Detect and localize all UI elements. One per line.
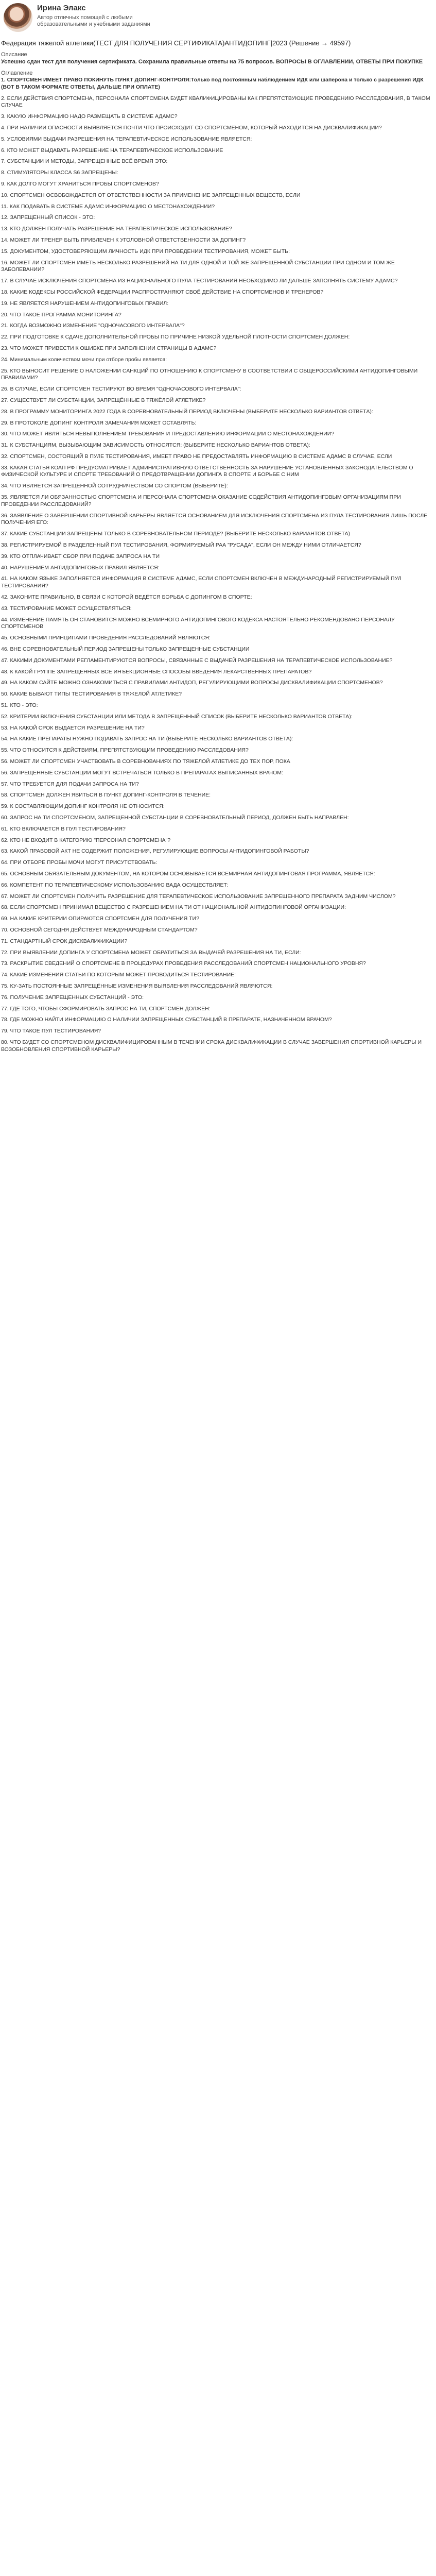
qa-item: 40. НАРУШЕНИЕМ АНТИДОПИНГОВЫХ ПРАВИЛ ЯВЛЯЕТСЯ: xyxy=(1,564,160,571)
qa-item: 28. В ПРОГРАММУ МОНИТОРИНГА 2022 ГОДА В СОРЕВНОВАТЕЛЬНЫЙ ПЕРИОД ВКЛЮЧЕНЫ (ВЫБЕРИТЕ НЕСКОЛЬКО ВАРИАНТОВ ОТВЕТА): xyxy=(1,408,373,415)
qa-item: 56. МОЖЕТ ЛИ СПОРТСМЕН УЧАСТВОВАТЬ В СОРЕВНОВАНИЯХ ПО ТЯЖЕЛОЙ АТЛЕТИКЕ ДО ТЕХ ПОР, ПОКА xyxy=(1,758,290,765)
qa-item: 63. КАКОЙ ПРАВОВОЙ АКТ НЕ СОДЕРЖИТ ПОЛОЖЕНИЯ, РЕГУЛИРУЮЩИЕ ВОПРОСЫ АНТИДОПИНГОВОЙ РАБОТЫ? xyxy=(1,848,309,855)
qa-item: 44. ИЗМЕНЕНИЕ ПАМЯТЬ ОН СТАНОВИТСЯ МОЖНО ВСЕМИРНОГО АНТИДОПИНГОВОГО КОДЕКСА НАСТОЯТЕЛЬНО РЕКОМЕНДОВАНО ПЕРСОНАЛУ СПОРТСМЕНОВ xyxy=(1,616,395,630)
qa-item: 68. ЕСЛИ СПОРТСМЕН ПРИНИМАЛ ВЕЩЕСТВО С РАЗРЕШЕНИЕМ НА ТИ ОТ НАЦИОНАЛЬНОЙ АНТИДОПИНГОВОЙ ОРГАНИЗАЦИИ: xyxy=(1,904,346,911)
qa-item: 66. КОМПЕТЕНТ ПО ТЕРАПЕВТИЧЕСКОМУ ИСПОЛЬЗОВАНИЮ ВАДА ОСУЩЕСТВЛЯЕТ: xyxy=(1,882,229,888)
qa-item: 15. ДОКУМЕНТОМ, УДОСТОВЕРЯЮЩИМ ЛИЧНОСТЬ ИДК ПРИ ПРОВЕДЕНИИ ТЕСТИРОВАНИЯ, МОЖЕТ БЫТЬ: xyxy=(1,248,290,255)
document-title: Федерация тяжелой атлетики(ТЕСТ ДЛЯ ПОЛУЧЕНИЯ СЕРТИФИКАТА)АНТИДОПИНГ|2023 (Решение → 49597) xyxy=(1,39,351,47)
qa-item: 25. КТО ВЫНОСИТ РЕШЕНИЕ О НАЛОЖЕНИИ САНКЦИЙ ПО ОТНОШЕНИЮ К СПОРТСМЕНУ В СООТВЕТСТВИИ С ОБЩЕРОССИЙСКИМИ АНТИДОПИНГОВЫМИ ПРАВИЛАМИ? xyxy=(1,367,418,381)
qa-item: 60. ЗАПРОС НА ТИ СПОРТСМЕНОМ, ЗАПРЕЩЕННОЙ СУБСТАНЦИИ В СОРЕВНОВАТЕЛЬНЫЙ ПЕРИОД, ДОЛЖЕН БЫТЬ НАПРАВЛЕН: xyxy=(1,814,349,821)
qa-item: 53. НА КАКОЙ СРОК ВЫДАЕТСЯ РАЗРЕШЕНИЕ НА ТИ? xyxy=(1,724,145,731)
qa-item: 71. СТАНДАРТНЫЙ СРОК ДИСКВАЛИФИКАЦИИ? xyxy=(1,938,128,944)
qa-item: 10. СПОРТСМЕН ОСВОБОЖДАЕТСЯ ОТ ОТВЕТСТВЕННОСТИ ЗА ПРИМЕНЕНИЕ ЗАПРЕЩЕННЫХ ВЕЩЕСТВ, ЕСЛИ xyxy=(1,192,301,198)
document-content xyxy=(0,39,436,1054)
qa-item: 37. КАКИЕ СУБСТАНЦИИ ЗАПРЕЩЕНЫ ТОЛЬКО В СОРЕВНОВАТЕЛЬНОМ ПЕРИОДЕ? (ВЫБЕРИТЕ НЕСКОЛЬКО ВАРИАНТОВ ОТВЕТА) xyxy=(1,531,351,537)
qa-item: 16. МОЖЕТ ЛИ СПОРТСМЕН ИМЕТЬ НЕСКОЛЬКО РАЗРЕШЕНИЙ НА ТИ ДЛЯ ОДНОЙ И ТОЙ ЖЕ ЗАПРЕЩЕННОЙ СУБСТАНЦИИ ПРИ ОДНОМ И ТОМ ЖЕ ЗАБОЛЕВАНИИ? xyxy=(1,259,395,273)
avatar[interactable] xyxy=(4,3,32,32)
qa-item: 65. ОСНОВНЫМ ОБЯЗАТЕЛЬНЫМ ДОКУМЕНТОМ, НА КОТОРОМ ОСНОВЫВАЕТСЯ ВСЕМИРНАЯ АНТИДОПИНГОВАЯ ПРОГРАММА, ЯВЛЯЕТСЯ: xyxy=(1,870,375,877)
qa-item: 39. КТО ОТПЛАЧИВАЕТ СБОР ПРИ ПОДАЧЕ ЗАПРОСА НА ТИ xyxy=(1,553,160,560)
author-bio: Автор отличных помощей с любыми образовательными и учебными заданиями xyxy=(37,14,150,27)
qa-item: 48. К КАКОЙ ГРУППЕ ЗАПРЕЩЕННЫХ ВСЕ ИНЪЕКЦИОННЫЕ СПОСОБЫ ВВЕДЕНИЯ ЛЕКАРСТВЕННЫХ ПРЕПАРАТОВ? xyxy=(1,668,312,675)
qa-item: 80. ЧТО БУДЕТ СО СПОРТСМЕНОМ ДИСКВАЛИФИЦИРОВАННЫМ В ТЕЧЕНИИ СРОКА ДИСКВАЛИФИКАЦИИ В СЛУЧАЕ ЗАВЕРШЕНИЯ СПОРТИВНОЙ КАРЬЕРЫ И ВОЗОБНОВЛЕНИЯ СПОРТИВНОЙ КАРЬЕРЫ? xyxy=(1,1039,422,1053)
qa-item: 8. СТИМУЛЯТОРЫ КЛАССА S6 ЗАПРЕЩЕНЫ: xyxy=(1,170,118,176)
qa-item: 56. ЗАПРЕЩЕННЫЕ СУБСТАНЦИИ МОГУТ ВСТРЕЧАТЬСЯ ТОЛЬКО В ПРЕПАРАТАХ ВЫПИСАННЫХ ВРАЧОМ: xyxy=(1,769,283,776)
qa-item: 26. В СЛУЧАЕ, ЕСЛИ СПОРТСМЕН ТЕСТИРУЮТ ВО ВРЕМЯ "ОДНОЧАСОВОГО ИНТЕРВАЛА": xyxy=(1,386,241,393)
qa-item: 20. ЧТО ТАКОЕ ПРОГРАММА МОНИТОРИНГА? xyxy=(1,311,121,318)
author-name[interactable]: Ирина Элакс xyxy=(37,4,86,12)
qa-item: 3. КАКУЮ ИНФОРМАЦИЮ НАДО РАЗМЕЩАТЬ В СИСТЕМЕ АДАМС? xyxy=(1,113,178,120)
qa-item: 24. Минимальным количеством мочи при отборе пробы является: xyxy=(1,356,167,363)
qa-item: 13. КТО ДОЛЖЕН ПОЛУЧАТЬ РАЗРЕШЕНИЕ НА ТЕРАПЕВТИЧЕСКОЕ ИСПОЛЬЗОВАНИЕ? xyxy=(1,226,232,232)
qa-item: 36. ЗАЯВЛЕНИЕ О ЗАВЕРШЕНИИ СПОРТИВНОЙ КАРЬЕРЫ ЯВЛЯЕТСЯ ОСНОВАНИЕМ ДЛЯ ИСКЛЮЧЕНИЯ СПОРТСМЕНА ИЗ ПУЛА ТЕСТИРОВАНИЯ ЛИШЬ ПОСЛЕ ПОЛУЧЕНИЯ ЕГО: xyxy=(1,512,428,526)
qa-item: 38. РЕГИСТРИРУЕМОЙ В РАЗДЕЛЕННЫЙ ПУЛ ТЕСТИРОВАНИЯ, ФОРМИРУЕМЫЙ РАА "РУСАДА", ЕСЛИ ОН МЕЖДУ НИМИ ОТЛИЧАЕТСЯ? xyxy=(1,542,361,549)
qa-item: 27. СУЩЕСТВУЕТ ЛИ СУБСТАНЦИИ, ЗАПРЕЩЁННЫЕ В ТЯЖЁЛОЙ АТЛЕТИКЕ? xyxy=(1,397,206,403)
qa-item: 33. КАКАЯ СТАТЬЯ КОАП РФ ПРЕДУСМАТРИВАЕТ АДМИНИСТРАТИВНУЮ ОТВЕТСТВЕННОСТЬ ЗА НАРУШЕНИЕ УСТАНОВЛЕННЫХ ЗАКОНОДАТЕЛЬСТВОМ О ФИЗИЧЕСКОЙ КУЛЬТУРЕ И СПОРТЕ ТРЕБОВАНИЙ О ПРЕДОТВРАЩЕНИИ ДОПИНГА В СПОРТЕ И БОРЬБЕ С НИМ xyxy=(1,464,413,478)
qa-item: 35. ЯВЛЯЕТСЯ ЛИ ОБЯЗАННОСТЬЮ СПОРТСМЕНА И ПЕРСОНАЛА СПОРТСМЕНА ОКАЗАНИЕ СОДЕЙСТВИЯ АНТИДОПИНГОВЫМ ОРГАНИЗАЦИЯМ ПРИ ПРОВЕДЕНИИ РАССЛЕДОВАНИЙ? xyxy=(1,494,401,507)
qa-item: 72. ПРИ ВЫЯВЛЕНИИ ДОПИНГА У СПОРТСМЕНА МОЖЕТ ОБРАТИТЬСЯ ЗА ВЫДАЧЕЙ РАЗРЕШЕНИЯ НА ТИ, ЕСЛИ: xyxy=(1,949,301,956)
author-header xyxy=(0,0,436,39)
qa-item: 1. СПОРТСМЕН ИМЕЕТ ПРАВО ПОКИНУТЬ ПУНКТ ДОПИНГ-КОНТРОЛЯ:Только под постоянным наблюдением ИДК или шаперона и только с разрешения ИДК (ВОТ В ТАКОМ ФОРМАТЕ ОТВЕТЫ, ДАЛЬШЕ ПРИ ОПЛАТЕ) xyxy=(1,77,424,90)
qa-item: 64. ПРИ ОТБОРЕ ПРОБЫ МОЧИ МОГУТ ПРИСУТСТВОВАТЬ: xyxy=(1,859,158,866)
toc-label: Оглавление xyxy=(1,70,33,76)
qa-item: 61. КТО ВКЛЮЧАЕТСЯ В ПУЛ ТЕСТИРОВАНИЯ? xyxy=(1,825,126,832)
qa-item: 77. ГДЕ ТОГО, ЧТОБЫ СФОРМИРОВАТЬ ЗАПРОС НА ТИ, СПОРТСМЕН ДОЛЖЕН: xyxy=(1,1005,211,1012)
qa-item: 57. ЧТО ТРЕБУЕТСЯ ДЛЯ ПОДАЧИ ЗАПРОСА НА ТИ? xyxy=(1,781,139,787)
qa-item: 62. КТО НЕ ВХОДИТ В КАТЕГОРИЮ "ПЕРСОНАЛ СПОРТСМЕНА"? xyxy=(1,837,171,843)
qa-item: 59. К СОСТАВЛЯЮЩИМ ДОПИНГ КОНТРОЛЯ НЕ ОТНОСИТСЯ: xyxy=(1,803,165,810)
qa-item: 46. ВНЕ СОРЕВНОВАТЕЛЬНЫЙ ПЕРИОД ЗАПРЕЩЕНЫ ТОЛЬКО ЗАПРЕЩЕННЫЕ СУБСТАНЦИИ xyxy=(1,646,250,653)
qa-item: 50. КАКИЕ БЫВАЮТ ТИПЫ ТЕСТИРОВАНИЯ В ТЯЖЕЛОЙ АТЛЕТИКЕ? xyxy=(1,691,182,698)
qa-list xyxy=(1,77,435,1054)
qa-item: 70. ОСНОВНОЙ СЕГОДНЯ ДЕЙСТВУЕТ МЕЖДУНАРОДНЫМ СТАНДАРТОМ? xyxy=(1,926,198,933)
qa-item: 58. СПОРТСМЕН ДОЛЖЕН ЯВИТЬСЯ В ПУНКТ ДОПИНГ-КОНТРОЛЯ В ТЕЧЕНИЕ: xyxy=(1,792,211,799)
qa-item: 52. КРИТЕРИИ ВКЛЮЧЕНИЯ СУБСТАНЦИИ ИЛИ МЕТОДА В ЗАПРЕЩЕННЫЙ СПИСОК (ВЫБЕРИТЕ НЕСКОЛЬКО ВАРИАНТОВ ОТВЕТА): xyxy=(1,713,353,720)
qa-item: 78. ГДЕ МОЖНО НАЙТИ ИНФОРМАЦИЮ О НАЛИЧИИ ЗАПРЕЩЕННЫХ СУБСТАНЦИЙ В ПРЕПАРАТЕ, НАЗНАЧЕННОМ ВРАЧОМ? xyxy=(1,1016,332,1023)
qa-item: 21. КОГДА ВОЗМОЖНО ИЗМЕНЕНИЕ "ОДНОЧАСОВОГО ИНТЕРВАЛА"? xyxy=(1,323,185,329)
qa-item: 14. МОЖЕТ ЛИ ТРЕНЕР БЫТЬ ПРИВЛЕЧЕН К УГОЛОВНОЙ ОТВЕТСТВЕННОСТИ ЗА ДОПИНГ? xyxy=(1,236,246,243)
qa-item: 5. УСЛОВИЯМИ ВЫДАЧИ РАЗРЕШЕНИЯ НА ТЕРАПЕВТИЧЕСКОЕ ИСПОЛЬЗОВАНИЕ ЯВЛЯЕТСЯ: xyxy=(1,135,252,142)
qa-item: 18. КАКИЕ КОДЕКСЫ РОССИЙСКОЙ ФЕДЕРАЦИИ РАСПРОСТРАНЯЮТ СВОЁ ДЕЙСТВИЕ НА СПОРТСМЕНОВ И ТРЕНЕРОВ? xyxy=(1,289,324,295)
qa-item: 4. ПРИ НАЛИЧИИ ОПАСНОСТИ ВЫЯВЛЯЕТСЯ ПОЧТИ ЧТО ПРОИСХОДИТ СО СПОРТСМЕНОМ, КОТОРЫЙ НАХОДИТСЯ НА ДИСКВАЛИФИКАЦИИ? xyxy=(1,124,382,131)
qa-item: 22. ПРИ ПОДГОТОВКЕ К СДАЧЕ ДОПОЛНИТЕЛЬНОЙ ПРОБЫ ПО ПРИЧИНЕ НИЗКОЙ УДЕЛЬНОЙ ПЛОТНОСТИ СПОРТСМЕН ДОЛЖЕН: xyxy=(1,334,350,341)
qa-item: 17. В СЛУЧАЕ ИСКЛЮЧЕНИЯ СПОРТСМЕНА ИЗ НАЦИОНАЛЬНОГО ПУЛА ТЕСТИРОВАНИЯ НЕОБХОДИМО ЛИ ДАЛЬШЕ ЗАПОЛНЯТЬ СИСТЕМУ АДАМС? xyxy=(1,278,398,284)
qa-item: 30. ЧТО МОЖЕТ ЯВЛЯТЬСЯ НЕВЫПОЛНЕНИЕМ ТРЕБОВАНИЯ И ПРЕДОСТАВЛЕНИЮ ИНФОРМАЦИИ О МЕСТОНАХОЖДЕНИИ? xyxy=(1,431,335,437)
qa-item: 31. К СУБСТАНЦИЯМ, ВЫЗЫВАЮЩИМ ЗАВИСИМОСТЬ ОТНОСЯТСЯ: (ВЫБЕРИТЕ НЕСКОЛЬКО ВАРИАНТОВ ОТВЕТА): xyxy=(1,442,310,449)
description-label: Описание xyxy=(1,52,27,58)
qa-item: 79. ЧТО ТАКОЕ ПУЛ ТЕСТИРОВАНИЯ? xyxy=(1,1028,101,1035)
qa-item: 32. СПОРТСМЕН, СОСТОЯЩИЙ В ПУЛЕ ТЕСТИРОВАНИЯ, ИМЕЕТ ПРАВО НЕ ПРЕДОСТАВЛЯТЬ ИНФОРМАЦИЮ В СИСТЕМЕ АДАМС В СЛУЧАЕ, ЕСЛИ xyxy=(1,453,392,460)
qa-item: 29. В ПРОТОКОЛЕ ДОПИНГ КОНТРОЛЯ ЗАМЕЧАНИЯ МОЖЕТ ОСТАВЛЯТЬ: xyxy=(1,419,197,426)
qa-item: 34. ЧТО ЯВЛЯЕТСЯ ЗАПРЕЩЕННОЙ СОТРУДНИЧЕСТВОМ СО СПОРТОМ (ВЫБЕРИТЕ): xyxy=(1,483,228,489)
qa-item: 75. КУ-ЗАТЬ ПОСТОЯННЫЕ ЗАПРЕЩЁННЫЕ ИЗМЕНЕНИЯ ВЫЯВЛЕНИЯ РАССЛЕДОВАНИЙ ЯВЛЯЮТСЯ: xyxy=(1,982,273,989)
qa-item: 6. КТО МОЖЕТ ВЫДАВАТЬ РАЗРЕШЕНИЕ НА ТЕРАПЕВТИЧЕСКОЕ ИСПОЛЬЗОВАНИЕ xyxy=(1,147,223,154)
qa-item: 9. КАК ДОЛГО МОГУТ ХРАНИТЬСЯ ПРОБЫ СПОРТСМЕНОВ? xyxy=(1,180,159,187)
description-text: Успешно сдан тест для получения сертификата. Сохранила правильные ответы на 75 вопросов. ВОПРОСЫ В ОГЛАВЛЕНИИ, ОТВЕТЫ ПРИ ПОКУПКЕ xyxy=(1,59,423,65)
qa-item: 51. КТО - ЭТО: xyxy=(1,702,38,709)
qa-item: 19. НЕ ЯВЛЯЕТСЯ НАРУШЕНИЕМ АНТИДОПИНГОВЫХ ПРАВИЛ: xyxy=(1,300,169,307)
qa-item: 73. РАСКРЫТИЕ СВЕДЕНИЙ О СПОРТСМЕНЕ В ПРОЦЕДУРАХ ПРОВЕДЕНИЯ РАССЛЕДОВАНИЙ СПОРТСМЕН НАЦИОНАЛЬНОГО УРОВНЯ? xyxy=(1,960,366,967)
qa-item: 45. ОСНОВНЫМИ ПРИНЦИПАМИ ПРОВЕДЕНИЯ РАССЛЕДОВАНИЙ ЯВЛЯЮТСЯ: xyxy=(1,635,211,641)
qa-item: 49. НА КАКОМ САЙТЕ МОЖНО ОЗНАКОМИТЬСЯ С ПРАВИЛАМИ АНТИДОП, РЕГУЛИРУЮЩИМИ ВОПРОСЫ ДИСКВАЛИФИКАЦИИ СПОРТСМЕНОВ? xyxy=(1,680,383,686)
qa-item: 67. МОЖЕТ ЛИ СПОРТСМЕН ПОЛУЧИТЬ РАЗРЕШЕНИЕ ДЛЯ ТЕРАПЕВТИЧЕСКОЕ ИСПОЛЬЗОВАНИЕ ЗАПРЕЩЕННОГО ПРЕПАРАТА ЗАДНИМ ЧИСЛОМ? xyxy=(1,893,396,900)
qa-item: 47. КАКИМИ ДОКУМЕНТАМИ РЕГЛАМЕНТИРУЮТСЯ ВОПРОСЫ, СВЯЗАННЫЕ С ВЫДАЧЕЙ РАЗРЕШЕНИЯ НА ТЕРАПЕВТИЧЕСКОЕ ИСПОЛЬЗОВАНИЕ? xyxy=(1,657,393,664)
qa-item: 42. ЗАКОНИТЕ ПРАВИЛЬНО, В СВЯЗИ С КОТОРОЙ ВЕДЁТСЯ БОРЬБА С ДОПИНГОМ В СПОРТЕ: xyxy=(1,594,252,601)
qa-item: 7. СУБСТАНЦИИ И МЕТОДЫ, ЗАПРЕЩЕННЫЕ ВСЁ ВРЕМЯ ЭТО: xyxy=(1,158,168,165)
qa-item: 2. ЕСЛИ ДЕЙСТВИЯ СПОРТСМЕНА, ПЕРСОНАЛА СПОРТСМЕНА БУДЕТ КВАЛИФИЦИРОВАНЫ КАК ПРЕПЯТСТВУЮЩИЕ ПРОВЕДЕНИЮ РАССЛЕДОВАНИЯ, В ТАКОМ СЛУЧАЕ xyxy=(1,95,430,109)
qa-item: 12. ЗАПРЕЩЕННЫЙ СПИСОК - ЭТО: xyxy=(1,214,95,221)
qa-item: 23. ЧТО МОЖЕТ ПРИВЕСТИ К ОШИБКЕ ПРИ ЗАПОЛНЕНИИ СТРАНИЦЫ В АДАМС? xyxy=(1,345,217,351)
qa-item: 54. НА КАКИЕ ПРЕПАРАТЫ НУЖНО ПОДАВАТЬ ЗАПРОС НА ТИ (ВЫБЕРИТЕ НЕСКОЛЬКО ВАРИАНТОВ ОТВЕТА): xyxy=(1,736,293,742)
qa-item: 55. ЧТО ОТНОСИТСЯ К ДЕЙСТВИЯМ, ПРЕПЯТСТВУЮЩИМ ПРОВЕДЕНИЮ РАССЛЕДОВАНИЯ? xyxy=(1,747,249,754)
qa-item: 76. ПОЛУЧЕНИЕ ЗАПРЕЩЕННЫХ СУБСТАНЦИЙ - ЭТО: xyxy=(1,994,144,1001)
qa-item: 69. НА КАКИЕ КРИТЕРИИ ОПИРАЮТСЯ СПОРТСМЕН ДЛЯ ПОЛУЧЕНИЯ ТИ? xyxy=(1,916,199,922)
qa-item: 74. КАКИЕ ИЗМЕНЕНИЯ СТАТЬИ ПО КОТОРЫМ МОЖЕТ ПРОВОДИТЬСЯ ТЕСТИРОВАНИЕ: xyxy=(1,972,236,978)
qa-item: 41. НА КАКОМ ЯЗЫКЕ ЗАПОЛНЯЕТСЯ ИНФОРМАЦИЯ В СИСТЕМЕ АДАМС, ЕСЛИ СПОРТСМЕН ВКЛЮЧЕН В МЕЖДУНАРОДНЫЙ РЕГИСТРИРУЕМЫЙ ПУЛ ТЕСТИРОВАНИЯ? xyxy=(1,575,402,589)
qa-item: 43. ТЕСТИРОВАНИЕ МОЖЕТ ОСУЩЕСТВЛЯТЬСЯ: xyxy=(1,605,132,612)
qa-item: 11. КАК ПОДАВАТЬ В СИСТЕМЕ АДАМС ИНФОРМАЦИЮ О МЕСТОНАХОЖДЕНИИ? xyxy=(1,203,215,210)
